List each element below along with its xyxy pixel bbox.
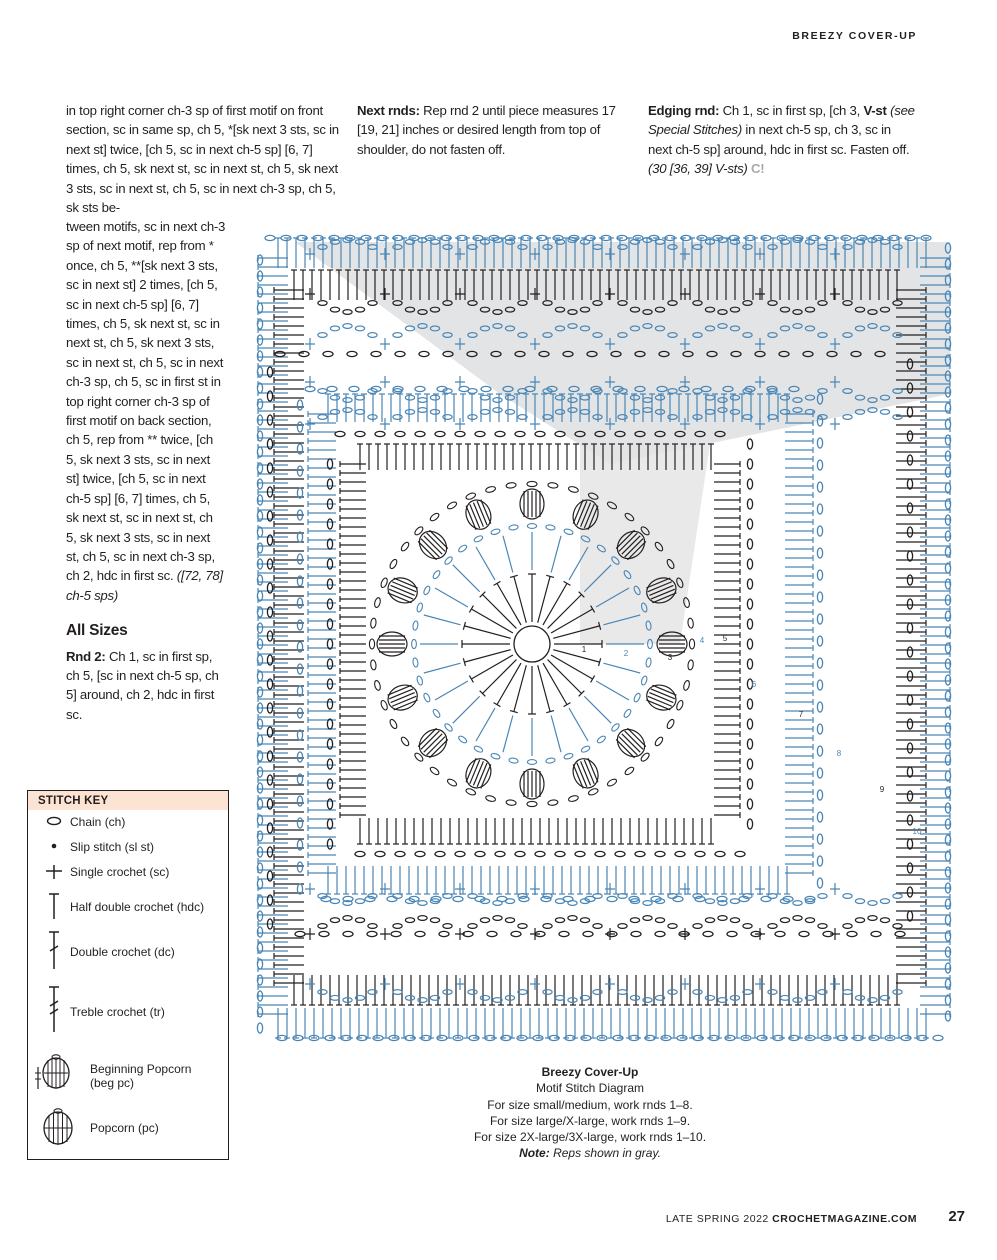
caption-subtitle: Motif Stitch Diagram (535, 1081, 645, 1096)
body-column-middle (357, 101, 627, 159)
stitch-key-title: STITCH KEY (28, 791, 228, 810)
round-label-4: 4 (699, 636, 705, 645)
round-label-7: 7 (798, 710, 804, 719)
popcorn-icon (36, 1106, 80, 1150)
body-column-left-narrow (66, 217, 226, 724)
caption-line-1: For size small/medium, work rnds 1–8. (487, 1097, 693, 1112)
round-label-6: 6 (751, 680, 757, 689)
scallop-row-bottom-1 (305, 883, 902, 905)
center-ring (514, 626, 550, 662)
round-label-5: 5 (722, 634, 728, 643)
body-column-right (648, 101, 918, 179)
end-mark: C! (751, 161, 765, 177)
diagram-caption (440, 1064, 740, 1162)
page-number: 27 (948, 1208, 965, 1225)
body-column-left-top (66, 101, 341, 217)
round-label-10: 10 (912, 827, 922, 836)
caption-note: Note: Reps shown in gray. (519, 1146, 661, 1161)
caption-line-2: For size large/X-large, work rnds 1–9. (489, 1113, 691, 1128)
all-sizes-heading: All Sizes (66, 622, 128, 640)
scallop-row-bottom-3 (305, 978, 902, 1002)
round-label-2: 2 (623, 649, 629, 658)
caption-line-3: For size 2X-large/3X-large, work rnds 1–10. (473, 1130, 707, 1145)
stitch-key-box: STITCH KEY Chain (ch) Slip stitch (sl st) Single crochet (sc) Half double crochet (hdc) Double crochet (dc) Treble crochet (tr) Beginning Popcorn (beg pc) Popcorn (pc) (27, 790, 229, 1160)
round-label-1: 1 (581, 645, 587, 654)
round-label-9: 9 (879, 785, 885, 794)
radial-posts-black (462, 574, 602, 714)
radial-posts-blue (420, 532, 644, 756)
caption-title: Breezy Cover-Up (541, 1065, 639, 1079)
running-header: BREEZY COVER-UP (792, 30, 917, 42)
next-rnds-instructions: Next rnds: Rep rnd 2 until piece measures 17 [19, 21] inches or desired length from top of shoulder, do not fasten off. (357, 103, 616, 157)
rnd2-instructions: Rnd 2: Ch 1, sc in first sp, ch 5, [sc in next ch-5 sp, ch 5] around, ch 2, hdc in first sc. (66, 648, 219, 722)
round-label-3: 3 (667, 653, 673, 662)
edging-instructions: Edging rnd: Ch 1, sc in first sp, [ch 3, V-st (see Special Stitches) in next ch-5 sp, ch 3, sc in next ch-5 sp] around, hdc in first sc. Fasten off. (30 [36, 39] V-sts) C! (648, 103, 915, 177)
pattern-text-left-top: in top right corner ch-3 sp of first motif on front section, sc in same sp, ch 5, *[sk next 3 sts, sc in next st] twice, [ch 5, sc in next ch-5 sp] [6, 7] times, ch 5, sk next st, sc in next st, ch 5, sk next 3 sts, sc in next st, ch 5, sc in next ch-3 sp, ch 5, sk sts be- (66, 103, 339, 216)
beginning-popcorn-icon (34, 1053, 78, 1097)
pattern-text-left-narrow: tween motifs, sc in next ch-3 sp of next motif, rep from * once, ch 5, **[sk next 3 sts, sc in next st] 2 times, [ch 5, sc in next ch-5 sp] [6, 7] times, ch 5, sk next st, sc in next st, ch 5, sk next 3 sts, sc in next st, ch 5, sc in next ch-3 sp, ch 5, sc in first st in top right corner ch-3 sp of first motif on back section, ch 5, rep from ** twice, [ch 5, sk next 3 sts, sc in next st] twice, [ch 5, sc in next ch-5 sp] [6, 7] times, ch 5, sk next st, sc in next st, ch 5, sk next 3 sts, sc in next st, ch 5, sc in next ch-3 sp, ch 2, hdc in first sc. ([72, 78] ch-5 sps) (66, 219, 226, 603)
page-footer: LATE SPRING 2022 CROCHETMAGAZINE.COM (665, 1213, 917, 1225)
round-label-8: 8 (836, 749, 842, 758)
motif-stitch-diagram (250, 224, 960, 1054)
